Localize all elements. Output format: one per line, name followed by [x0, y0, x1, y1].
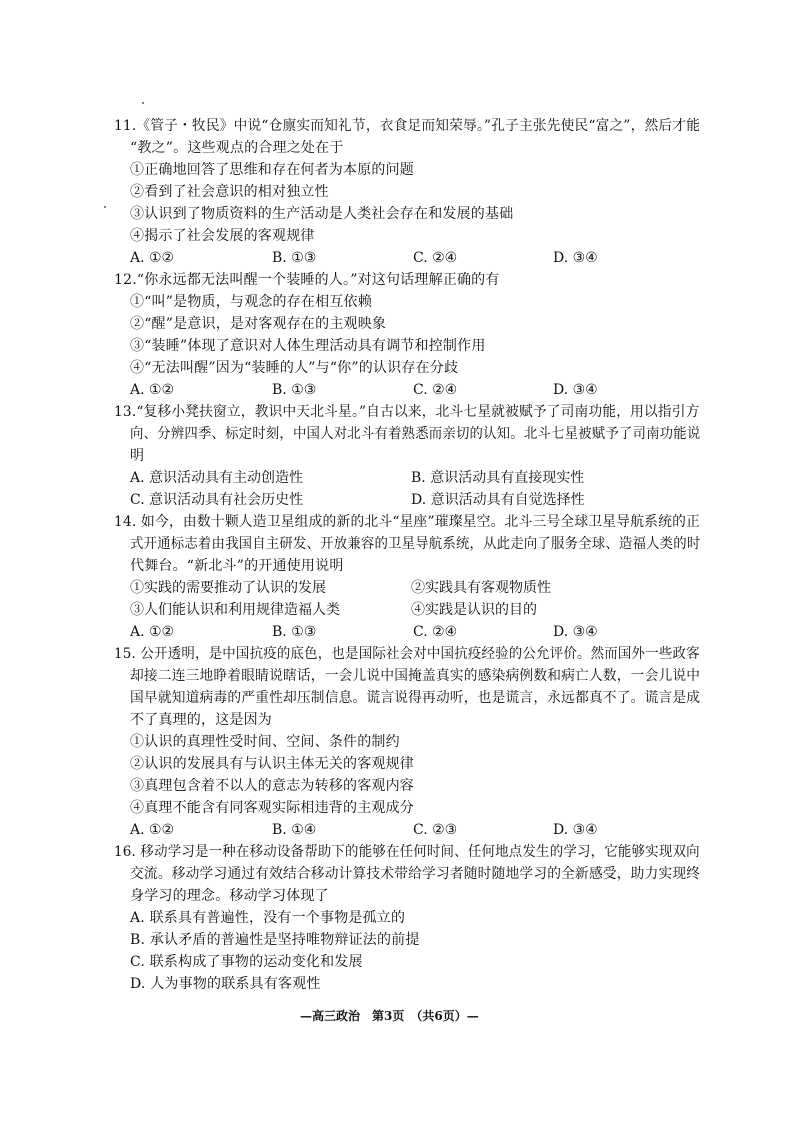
question-12-option-a: A. ①② [130, 382, 175, 398]
question-11-option-b: B. ①③ [272, 250, 317, 266]
question-12-line: 12.“你永远都无法叫醒一个装睡的人。”对这句话理解正确的有 [114, 272, 500, 288]
question-16-line: 身学习的理念。移动学习体现了 [130, 888, 329, 904]
question-16-option-a: A. 联系具有普遍性，没有一个事物是孤立的 [130, 910, 406, 926]
scan-speck [104, 206, 106, 208]
question-15-item: ④真理不能含有同客观实际相违背的主观成分 [130, 800, 414, 816]
question-16-option-d: D. 人为事物的联系具有客观性 [130, 976, 321, 992]
question-14-line: 代舞台。“新北斗”的开通使用说明 [130, 558, 344, 574]
question-13-line: 13.“复移小凳扶窗立，教识中天北斗星。”自古以来，北斗七星就被赋予了司南功能，用以指引方 [114, 404, 700, 420]
question-13-option-a: A. 意识活动具有主动创造性 [130, 470, 304, 486]
question-15-option-b: B. ①④ [272, 822, 317, 838]
question-15-option-c: C. ②③ [413, 822, 458, 838]
question-14-option-b: B. ①③ [272, 624, 317, 640]
question-12-item: ③“装睡”体现了意识对人体生理活动具有调节和控制作用 [130, 338, 486, 354]
question-11-line: “教之”。这些观点的合理之处在于 [130, 140, 344, 156]
question-14-item: ②实践具有客观物质性 [411, 580, 551, 596]
question-15-item: ②认识的发展具有与认识主体无关的客观规律 [130, 756, 414, 772]
question-14-option-c: C. ②④ [413, 624, 458, 640]
scan-speck [142, 102, 144, 104]
question-15-line: 却接二连三地睁着眼睛说瞎话，一会儿说中国掩盖真实的感染病例数和病亡人数，一会儿说中 [130, 668, 701, 684]
question-11-option-a: A. ①② [130, 250, 175, 266]
question-13-option-b: B. 意识活动具有直接现实性 [411, 470, 585, 486]
page-footer: —高三政治 第3页 （共6页）— [300, 1009, 479, 1023]
question-14-option-d: D. ③④ [553, 624, 598, 640]
question-15-item: ③真理包含着不以人的意志为转移的客观内容 [130, 778, 414, 794]
question-11-item: ①正确地回答了思维和存在何者为本原的问题 [130, 162, 414, 178]
question-12-item: ④“无法叫醒”因为“装睡的人”与“你”的认识存在分歧 [130, 360, 459, 376]
question-15-line: 不了真理的，这是因为 [130, 712, 272, 728]
question-14-line: 式开通标志着由我国自主研发、开放兼容的卫星导航系统，从此走向了服务全球、造福人类的时 [130, 536, 701, 552]
question-16-option-b: B. 承认矛盾的普遍性是坚持唯物辩证法的前提 [130, 932, 420, 948]
question-14-option-a: A. ①② [130, 624, 175, 640]
question-14-item: ③人们能认识和利用规律造福人类 [130, 602, 340, 618]
question-11-option-c: C. ②④ [413, 250, 458, 266]
question-11-item: ③认识到了物质资料的生产活动是人类社会存在和发展的基础 [130, 206, 514, 222]
question-14-item: ①实践的需要推动了认识的发展 [130, 580, 326, 596]
question-16-line: 交流。移动学习通过有效结合移动计算技术带给学习者随时随地学习的全新感受，助力实现终 [130, 866, 701, 882]
question-12-item: ②“醒”是意识，是对客观存在的主观映象 [130, 316, 387, 332]
question-15-option-a: A. ①② [130, 822, 175, 838]
question-16-option-c: C. 联系构成了事物的运动变化和发展 [130, 954, 363, 970]
question-11-line: 11.《管子・牧民》中说“仓廪实而知礼节，衣食足而知荣辱。”孔子主张先使民“富之”，然后才能 [114, 118, 701, 134]
question-12-option-b: B. ①③ [272, 382, 317, 398]
question-12-option-c: C. ②④ [413, 382, 458, 398]
question-13-line: 向、分辨四季、标定时刻，中国人对北斗有着熟悉而亲切的认知。北斗七星被赋予了司南功能说 [130, 426, 701, 442]
question-13-line: 明 [130, 448, 145, 464]
question-14-line: 14. 如今，由数十颗人造卫星组成的新的北斗“星座”璀璨星空。北斗三号全球卫星导航系统的正 [114, 514, 701, 530]
question-11-item: ②看到了社会意识的相对独立性 [130, 184, 329, 200]
question-14-item: ④实践是认识的目的 [411, 602, 537, 618]
question-12-option-d: D. ③④ [553, 382, 598, 398]
question-15-option-d: D. ③④ [553, 822, 598, 838]
question-12-item: ①“叫”是物质，与观念的存在相互依赖 [130, 294, 372, 310]
question-13-option-c: C. 意识活动具有社会历史性 [130, 492, 304, 508]
question-15-line: 国早就知道病毒的严重性却压制信息。谎言说得再动听，也是谎言，永远都真不了。谎言是成 [130, 690, 701, 706]
question-15-item: ①认识的真理性受时间、空间、条件的制约 [130, 734, 400, 750]
question-11-option-d: D. ③④ [553, 250, 598, 266]
question-15-line: 15. 公开透明，是中国抗疫的底色，也是国际社会对中国抗疫经验的公允评价。然而国外一些政客 [114, 646, 700, 662]
question-13-option-d: D. 意识活动具有自觉选择性 [411, 492, 585, 508]
question-11-item: ④揭示了社会发展的客观规律 [130, 228, 315, 244]
question-16-line: 16. 移动学习是一种在移动设备帮助下的能够在任何时间、任何地点发生的学习，它能够实现双向 [114, 844, 700, 860]
